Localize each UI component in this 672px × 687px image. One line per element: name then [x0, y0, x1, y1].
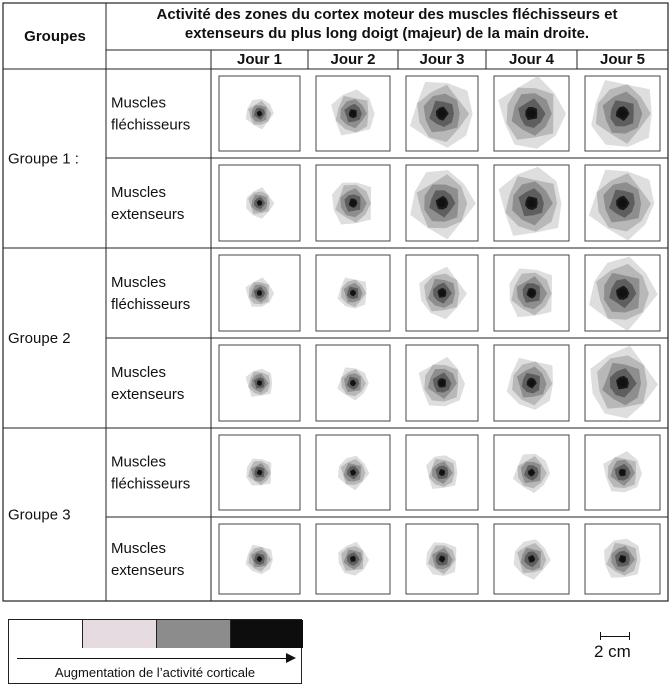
scale-bar-tick-left — [600, 632, 601, 640]
table-title-line-2: extenseurs du plus long doigt (majeur) de la main droite. — [184, 25, 590, 42]
groups-header: Groupes — [24, 28, 86, 45]
muscle-label-line-2: fléchisseurs — [111, 296, 191, 313]
scale-bar-label: 2 cm — [594, 642, 631, 661]
scale-bar — [594, 632, 638, 662]
cortex-activity-map — [510, 269, 552, 318]
scale-bar-line — [600, 636, 630, 637]
legend-arrow-head — [286, 653, 296, 663]
table-title-line-1: Activité des zones du cortex moteur des muscles fléchisseurs et — [156, 6, 618, 23]
activity-legend — [8, 619, 302, 684]
muscle-label-line-1: Muscles — [111, 540, 167, 557]
muscle-label-line-2: fléchisseurs — [111, 475, 191, 493]
group-label: Groupe 3 — [8, 506, 71, 524]
muscle-label-line-1: Muscles — [111, 184, 167, 201]
day-header: Jour 5 — [599, 51, 646, 68]
muscle-label-line-1: Muscles — [111, 364, 167, 381]
day-header: Jour 4 — [508, 51, 555, 68]
muscle-label-line-1: Muscles — [111, 274, 167, 291]
day-header: Jour 2 — [330, 51, 376, 68]
scale-bar-tick-right — [629, 632, 630, 640]
legend-swatch-3 — [157, 620, 231, 648]
legend-swatch-2 — [83, 620, 157, 648]
muscle-label-line-2: fléchisseurs — [111, 116, 191, 134]
muscle-label-line-2: extenseurs — [111, 206, 185, 223]
muscle-label-line-2: extenseurs — [111, 386, 185, 403]
muscle-label-line-1: Muscles — [111, 453, 167, 471]
legend-caption: Augmentation de l’activité corticale — [54, 665, 256, 680]
legend-swatch-4 — [231, 620, 303, 648]
day-header: Jour 1 — [236, 51, 283, 68]
muscle-label-line-2: extenseurs — [111, 562, 185, 579]
group-label: Groupe 2 — [8, 330, 71, 347]
group-label: Groupe 1 : — [8, 150, 79, 168]
muscle-label-line-1: Muscles — [111, 94, 167, 112]
day-header: Jour 3 — [419, 51, 465, 68]
legend-arrow — [17, 658, 287, 659]
legend-swatch-1 — [9, 620, 83, 648]
